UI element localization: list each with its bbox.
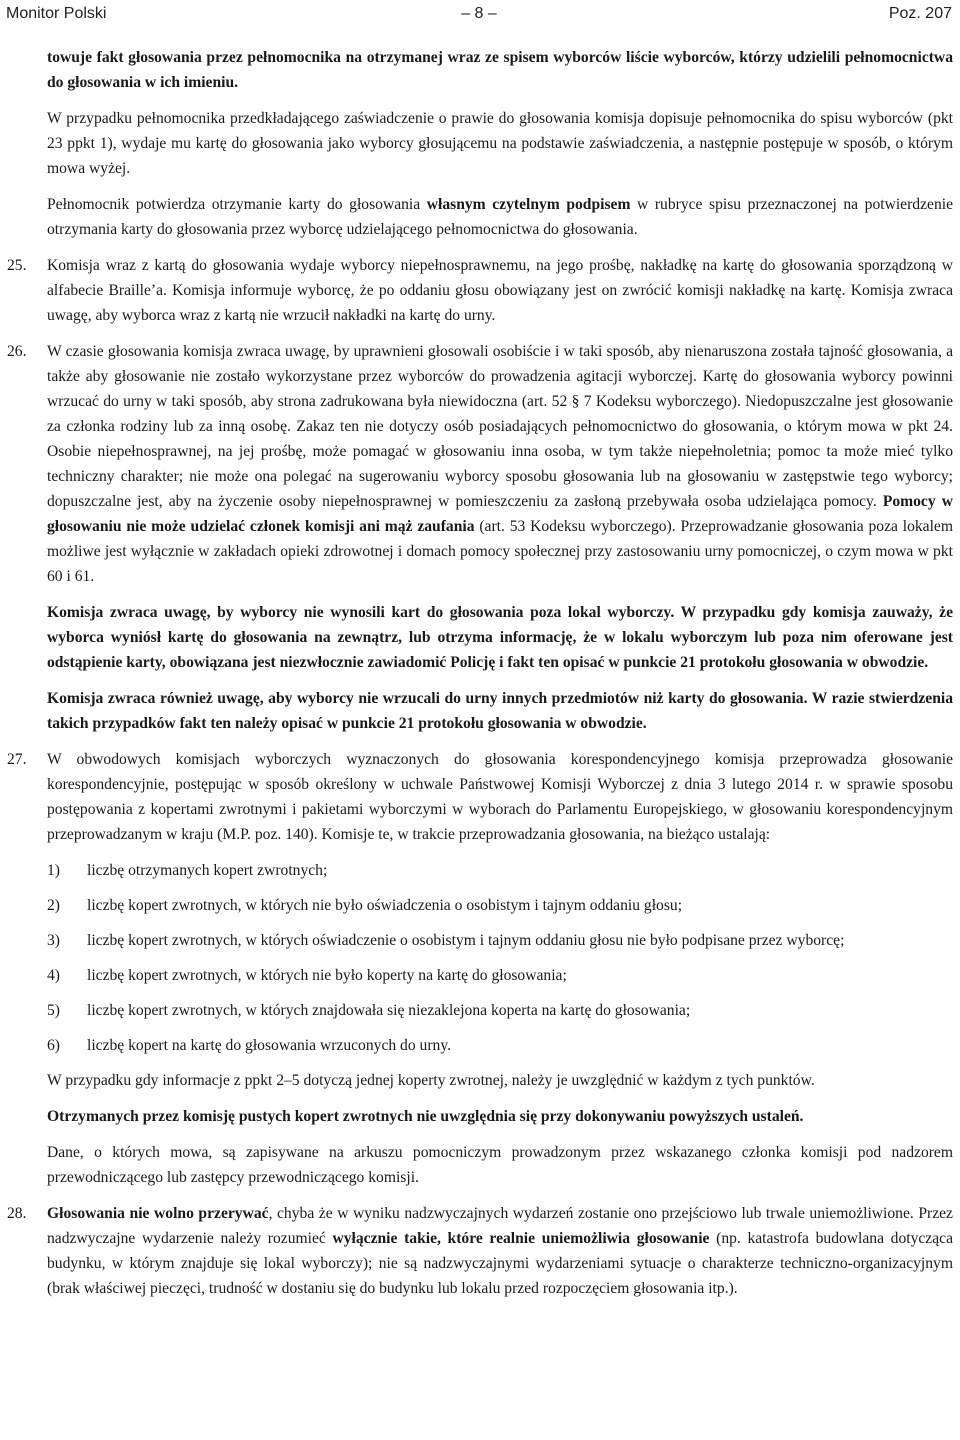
page-header <box>6 2 952 26</box>
section-26-paragraph-3: Komisja zwraca również uwagę, aby wyborcy nie wrzucali do urny innych przedmiotów niż karty do głosowania. W razie stwierdzenia takich przypadków fakt ten należy opisać w punkcie 21 protokołu głosowania w obwodzie. <box>47 690 953 732</box>
intro-paragraph-bold: towuje fakt głosowania przez pełnomocnika na otrzymanej wraz ze spisem wyborców liście wyborców, którzy udzielili pełnomocnictwa do głosowania w ich imieniu. <box>47 49 953 91</box>
section-27-list <box>47 858 953 1058</box>
list-item: 6) liczbę kopert na kartę do głosowania wrzuconych do urny. <box>47 1037 452 1054</box>
list-item: 3) liczbę kopert zwrotnych, w których oświadczenie o osobistym i tajnym oddaniu głosu nie było podpisane przez wyborcę; <box>47 932 845 949</box>
section-number: 28. <box>7 1205 27 1222</box>
list-item: 4) liczbę kopert zwrotnych, w których nie było koperty na kartę do głosowania; <box>47 967 567 984</box>
journal-title: Monitor Polski <box>6 5 107 22</box>
list-item: 5) liczbę kopert zwrotnych, w których znajdowała się niezaklejona koperta na kartę do głosowania; <box>47 1002 691 1019</box>
section-26-paragraph-1: W czasie głosowania komisja zwraca uwagę, by uprawnieni głosowali osobiście i w taki sposób, aby nienaruszona została tajność głosowania, a także aby głosowanie nie zostało wykorzystane przez wyborców do prowadzenia agitacji wyborczej. Kartę do głosowania wyborcy powinni wrzucać do urny w taki sposób, aby strona zadrukowana była niewidoczna (art. 52 § 7 Kodeksu wyborczego). Niedopuszczalne jest głosowanie za członka rodziny lub za inną osobę. Zakaz ten nie dotyczy osób posiadających pełnomocnictwo do głosowania, o którym mowa w pkt 24. Osobie niepełnosprawnej, na jej prośbę, może pomagać w głosowaniu inna osoba, w tym także niepełnoletnia; pomoc ta może mieć tylko techniczny charakter; nie może ona polegać na sugerowaniu wyborcy sposobu głosowania lub na głosowaniu w zastępstwie tego wyborcy; dopuszczalne jest, aby na życzenie osoby niepełnosprawnej w pomieszczeniu za zasłoną przebywała osoba udzielająca pomocy. Pomocy w głosowaniu nie może udzielać członek komisji ani mąż zaufania (art. 53 Kodeksu wyborczego). Przeprowadzanie głosowania poza lokalem możliwe jest wyłącznie w zakładach opieki zdrowotnej i domach pomocy społecznej przy zastosowaniu urny pomocniczej, o czym mowa w pkt 60 i 61. <box>47 343 953 585</box>
section-number: 25. <box>7 257 27 274</box>
section-28 <box>7 1201 953 1301</box>
section-27-paragraph-3: Otrzymanych przez komisję pustych kopert zwrotnych nie uwzględnia się przy dokonywaniu powyższych ustaleń. <box>47 1108 804 1125</box>
section-27-paragraph-4: Dane, o których mowa, są zapisywane na arkuszu pomocniczym prowadzonym przez wskazanego członka komisji pod nadzorem przewodniczącego lub zastępcy przewodniczącego komisji. <box>47 1144 953 1186</box>
page-number: – 8 – <box>461 5 497 22</box>
list-item: 2) liczbę kopert zwrotnych, w których nie było oświadczenia o osobistym i tajnym oddaniu głosu; <box>47 897 683 914</box>
section-number: 27. <box>7 751 27 768</box>
section-25 <box>7 253 953 328</box>
section-25-text: Komisja wraz z kartą do głosowania wydaje wyborcy niepełnosprawnemu, na jego prośbę, nakładkę na kartę do głosowania sporządzoną w alfabecie Braille’a. Komisja informuje wyborcę, że po oddaniu głosu obowiązany jest on zwrócić komisji nakładkę na kartę. Komisja zwraca uwagę, aby wyborca wraz z kartą nie wrzucił nakładki na kartę do urny. <box>47 257 953 324</box>
section-27-paragraph-2: W przypadku gdy informacje z ppkt 2–5 dotyczą jednej koperty zwrotnej, należy je uwzględnić w każdym z tych punktów. <box>47 1072 815 1089</box>
section-27-paragraph-1: W obwodowych komisjach wyborczych wyznaczonych do głosowania korespondencyjnego komisja przeprowadza głosowanie korespondencyjnie, postępując w sposób określony w uchwale Państwowej Komisji Wyborczej z dnia 3 lutego 2014 r. w sprawie sposobu postępowania z kopertami zwrotnymi i pakietami wyborczymi w wyborach do Parlamentu Europejskiego, w głosowaniu korespondencyjnym przeprowadzanym w kraju (M.P. poz. 140). Komisje te, w trakcie przeprowadzania głosowania, na bieżąco ustalają: <box>47 751 953 843</box>
intro-paragraph-3: Pełnomocnik potwierdza otrzymanie karty do głosowania własnym czytelnym podpisem w rubryce spisu przeznaczonej na potwierdzenie otrzymania karty do głosowania przez wyborcę udzielającego pełnomocnictwa do głosowania. <box>47 196 953 238</box>
section-26 <box>7 339 953 736</box>
document-body <box>7 45 953 1312</box>
item-number: Poz. 207 <box>888 5 952 22</box>
section-27 <box>7 747 953 1190</box>
section-number: 26. <box>7 343 27 360</box>
section-26-paragraph-2: Komisja zwraca uwagę, by wyborcy nie wynosili kart do głosowania poza lokal wyborczy. W przypadku gdy komisja zauważy, że wyborca wyniósł kartę do głosowania na zewnątrz, lub otrzyma informację, że w lokalu wyborczym lub poza nim oferowane jest odstąpienie karty, obowiązana jest niezwłocznie zawiadomić Policję i fakt ten opisać w punkcie 21 protokołu głosowania w obwodzie. <box>47 604 953 671</box>
section-28-text: Głosowania nie wolno przerywać, chyba że w wyniku nadzwyczajnych wydarzeń zostanie ono przejściowo lub trwale uniemożliwione. Przez nadzwyczajne wydarzenie należy rozumieć wyłącznie takie, które realnie uniemożliwia głosowanie (np. katastrofa budowlana dotycząca budynku, w którym znajduje się lokal wyborczy); nie są nadzwyczajnymi wydarzeniami sytuacje o charakterze techniczno-organizacyjnym (brak właściwej pieczęci, trudność w dostaniu się do budynku lub lokalu przed rozpoczęciem głosowania itp.). <box>47 1205 953 1297</box>
list-item: 1) liczbę otrzymanych kopert zwrotnych; <box>47 862 328 879</box>
intro-paragraph-2: W przypadku pełnomocnika przedkładającego zaświadczenie o prawie do głosowania komisja dopisuje pełnomocnika do spisu wyborców (pkt 23 ppkt 1), wydaje mu kartę do głosowania jako wyborcy głosującemu na podstawie zaświadczenia, a następnie postępuje w sposób, o którym mowa wyżej. <box>47 110 953 177</box>
